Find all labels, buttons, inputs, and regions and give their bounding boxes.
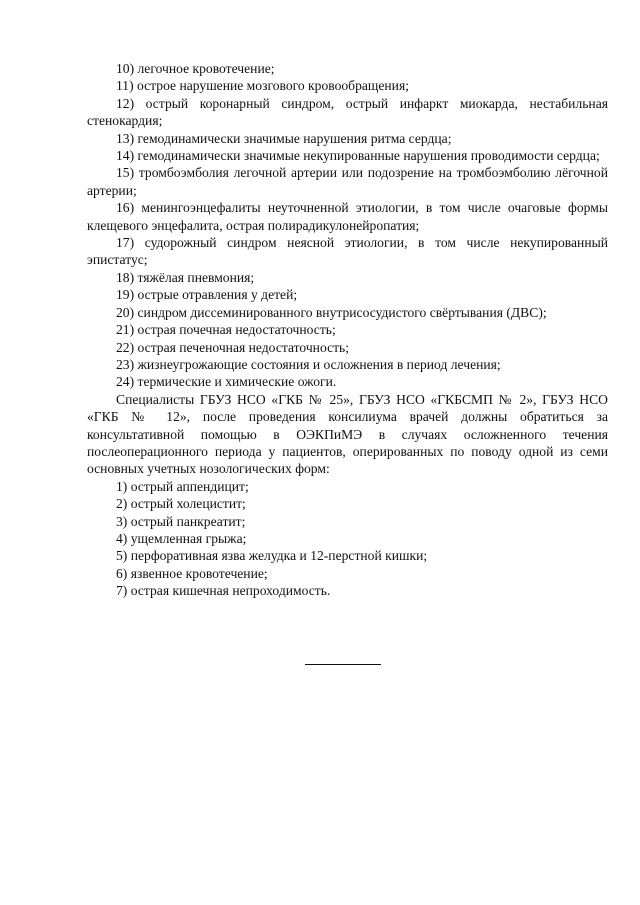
list-item: 10) легочное кровотечение; xyxy=(116,61,275,76)
list-item: 12) острый коронарный синдром, острый инфаркт миокарда, нестабильная стенокардия; xyxy=(87,95,608,129)
list-item: 4) ущемленная грыжа; xyxy=(116,530,247,546)
list-item: 11) острое нарушение мозгового кровообращения; xyxy=(116,78,409,94)
list-item: 16) менингоэнцефалиты неуточненной этиологии, в том числе очаговые формы клещевого энцефалита, острая полирадикулонейропатия; xyxy=(87,200,608,233)
document-body xyxy=(87,60,608,600)
list-item: 14) гемодинамически значимые некупированные нарушения проводимости сердца; xyxy=(116,148,600,164)
list-item: 13) гемодинамически значимые нарушения ритма сердца; xyxy=(116,130,452,146)
list-item: 18) тяжёлая пневмония; xyxy=(116,269,255,285)
list-item: 19) острые отравления у детей; xyxy=(116,287,298,303)
list-item: 1) острый аппендицит; xyxy=(116,478,249,494)
list-item: 21) острая почечная недостаточность; xyxy=(116,322,336,338)
list-item: 22) острая печеночная недостаточность; xyxy=(116,339,350,355)
list-item: 24) термические и химические ожоги. xyxy=(116,374,337,390)
list-item: 7) острая кишечная непроходимость. xyxy=(116,583,331,599)
main-paragraph: Специалисты ГБУЗ НСО «ГКБ № 25», ГБУЗ НСО «ГКБСМП № 2», ГБУЗ НСО «ГКБ № 12», после проведения консилиума врачей должны обратиться за консультативной помощью в ОЭКПиМЭ в случаях осложненного течения послеоперационного периода у пациентов, оперированных по поводу одной из семи основных учетных нозологических форм: xyxy=(87,391,608,477)
list-item: 5) перфоративная язва желудка и 12-перстной кишки; xyxy=(116,548,428,564)
list-item: 23) жизнеугрожающие состояния и осложнения в период лечения; xyxy=(116,356,501,372)
list-item: 17) судорожный синдром неясной этиологии, в том числе некупированный эпистатус; xyxy=(87,235,608,268)
list-item: 15) тромбоэмболия легочной артерии или подозрение на тромбоэмболию лёгочной артерии; xyxy=(87,165,608,198)
list-item: 2) острый холецистит; xyxy=(116,496,246,512)
list-item: 6) язвенное кровотечение; xyxy=(116,565,268,581)
list-item: 20) синдром диссеминированного внутрисосудистого свёртывания (ДВС); xyxy=(116,304,547,320)
list-item: 3) острый панкреатит; xyxy=(116,513,246,529)
end-divider-line xyxy=(305,664,381,665)
